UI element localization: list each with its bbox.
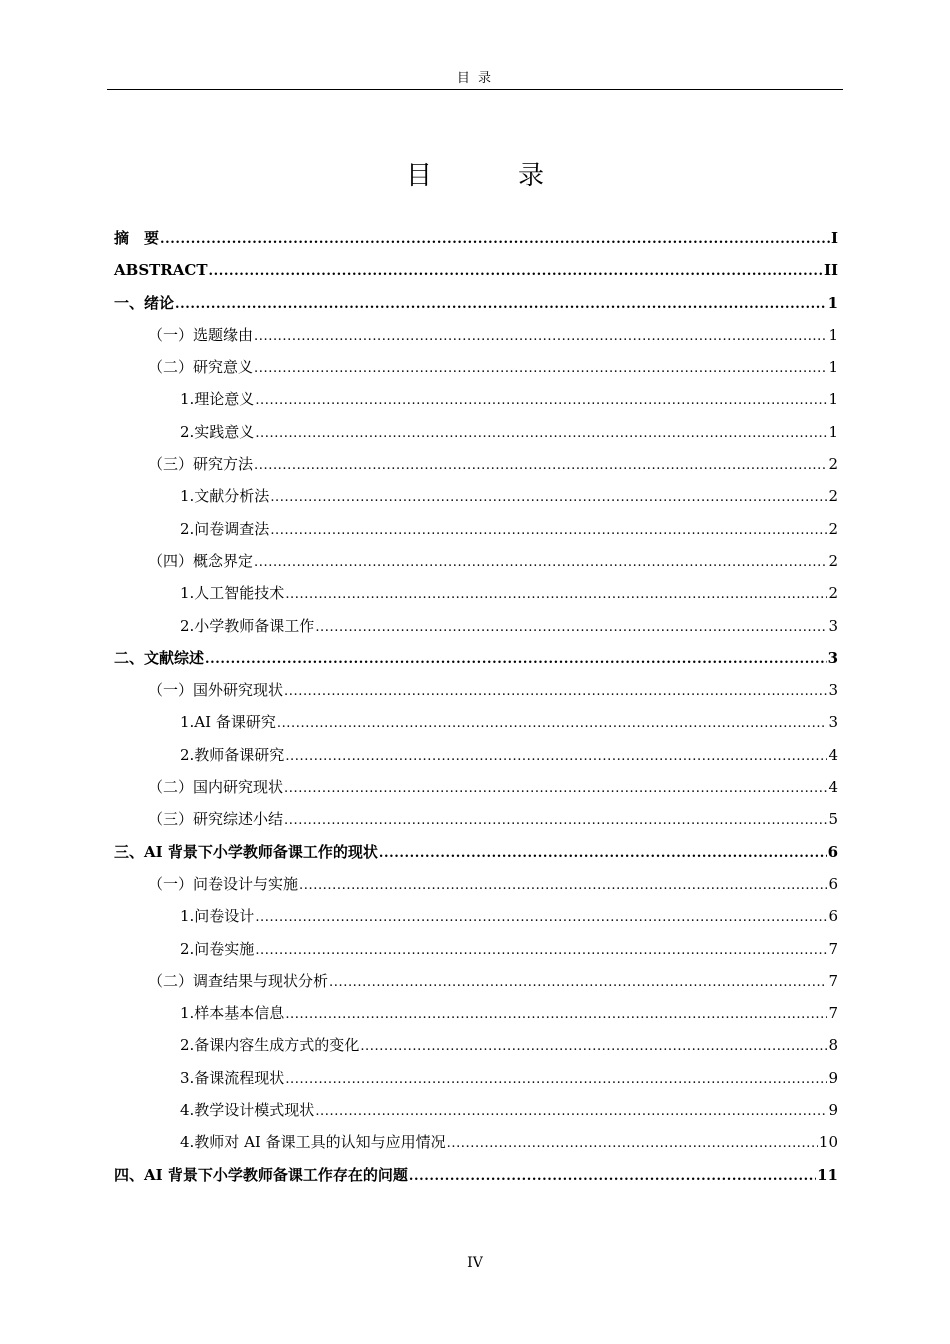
toc-entry[interactable] [114, 513, 838, 545]
toc-entry[interactable] [114, 577, 838, 609]
toc-leader-dots [205, 644, 827, 676]
toc-leader-dots [360, 1031, 827, 1063]
toc-leader-dots [270, 515, 827, 547]
toc-leader-dots [379, 838, 827, 870]
toc-entry-title: 三、AI 背景下小学教师备课工作的现状 [114, 842, 378, 861]
toc-entry-page: 7 [828, 1004, 838, 1023]
toc-leader-dots [255, 935, 827, 967]
toc-entry-page: 10 [818, 1133, 838, 1152]
toc-entry-page: 3 [828, 681, 838, 700]
toc-entry[interactable] [114, 674, 838, 706]
toc-entry-page: 4 [828, 745, 838, 764]
toc-leader-dots [284, 805, 827, 837]
toc-entry[interactable] [114, 222, 838, 254]
toc-leader-dots [315, 1096, 827, 1128]
toc-entry-title: 四、AI 背景下小学教师备课工作存在的问题 [114, 1165, 408, 1184]
toc-entry-page: 2 [828, 519, 838, 538]
toc-entry-page: 2 [828, 487, 838, 506]
toc-entry-title: 2.问卷调查法 [180, 519, 270, 538]
toc-entry[interactable] [114, 319, 838, 351]
toc-entry-page: 2 [828, 551, 838, 570]
toc-entry-page: 3 [827, 648, 838, 667]
toc-entry[interactable] [114, 642, 838, 674]
toc-entry-title: （二）国内研究现状 [148, 778, 284, 797]
page-number: IV [467, 1255, 483, 1271]
toc-entry-title: （三）研究方法 [148, 455, 254, 474]
toc-entry[interactable] [114, 254, 838, 286]
toc-entry-title: 一、绪论 [114, 293, 175, 312]
toc-entry-title: 1.样本基本信息 [180, 1004, 285, 1023]
toc-entry[interactable] [114, 383, 838, 415]
toc-entry-page: 2 [828, 584, 838, 603]
toc-entry-title: 1.理论意义 [180, 390, 255, 409]
toc-entry[interactable] [114, 900, 838, 932]
toc-entry-page: I [830, 229, 838, 247]
toc-leader-dots [285, 579, 827, 611]
toc-entry-title: 2.备课内容生成方式的变化 [180, 1036, 360, 1055]
table-of-contents [114, 222, 838, 1191]
toc-entry-title: 2.实践意义 [180, 422, 255, 441]
toc-entry-page: 6 [827, 842, 838, 861]
toc-leader-dots [409, 1161, 816, 1193]
toc-entry-page: 3 [828, 713, 838, 732]
toc-entry-page: 7 [828, 939, 838, 958]
toc-entry-title: 2.小学教师备课工作 [180, 616, 315, 635]
toc-entry[interactable] [114, 1159, 838, 1191]
toc-entry[interactable] [114, 868, 838, 900]
toc-entry-page: 3 [828, 616, 838, 635]
toc-title: 目 录 [405, 161, 574, 191]
toc-entry[interactable] [114, 448, 838, 480]
toc-leader-dots [254, 450, 827, 482]
toc-entry-page: 1 [828, 422, 838, 441]
header-rule [107, 89, 843, 90]
toc-leader-dots [270, 482, 827, 514]
toc-leader-dots [285, 1064, 827, 1096]
toc-leader-dots [209, 256, 823, 288]
toc-entry-page: 8 [828, 1036, 838, 1055]
toc-entry-title: 1.文献分析法 [180, 487, 270, 506]
toc-leader-dots [255, 902, 827, 934]
toc-entry-page: 11 [817, 1165, 838, 1184]
toc-leader-dots [315, 612, 827, 644]
toc-entry-page: 6 [828, 874, 838, 893]
toc-entry-title: 1.问卷设计 [180, 907, 255, 926]
toc-entry[interactable] [114, 545, 838, 577]
toc-leader-dots [284, 773, 827, 805]
toc-entry-page: 5 [828, 810, 838, 829]
toc-entry-title: 二、文献综述 [114, 648, 205, 667]
toc-leader-dots [175, 289, 827, 321]
toc-leader-dots [254, 547, 827, 579]
toc-entry-title: （四）概念界定 [148, 551, 254, 570]
toc-entry-title: 1.人工智能技术 [180, 584, 285, 603]
toc-entry-page: 1 [828, 325, 838, 344]
toc-entry-page: 9 [828, 1068, 838, 1087]
toc-entry[interactable] [114, 771, 838, 803]
toc-entry[interactable] [114, 836, 838, 868]
toc-entry-title: （三）研究综述小结 [148, 810, 284, 829]
toc-leader-dots [284, 676, 827, 708]
toc-entry-title: （一）问卷设计与实施 [148, 874, 299, 893]
toc-leader-dots [254, 353, 827, 385]
toc-entry[interactable] [114, 739, 838, 771]
toc-entry-page: 4 [828, 778, 838, 797]
toc-entry[interactable] [114, 416, 838, 448]
toc-entry-title: 摘 要 [114, 229, 160, 247]
toc-entry-title: （二）研究意义 [148, 358, 254, 377]
toc-entry-page: 2 [828, 455, 838, 474]
toc-entry[interactable] [114, 965, 838, 997]
toc-entry-page: 1 [828, 358, 838, 377]
toc-leader-dots [285, 999, 827, 1031]
toc-entry-title: （一）国外研究现状 [148, 681, 284, 700]
toc-entry-title: 1.AI 备课研究 [180, 713, 276, 732]
toc-entry[interactable] [114, 803, 838, 835]
toc-entry[interactable] [114, 610, 838, 642]
toc-entry[interactable] [114, 706, 838, 738]
toc-entry-page: II [823, 261, 838, 280]
toc-entry-title: （一）选题缘由 [148, 325, 254, 344]
toc-leader-dots [285, 741, 827, 773]
toc-entry-page: 1 [828, 390, 838, 409]
toc-entry[interactable] [114, 480, 838, 512]
toc-entry-title: 2.问卷实施 [180, 939, 255, 958]
running-header: 目 录 [456, 71, 494, 86]
toc-entry-page: 6 [828, 907, 838, 926]
toc-leader-dots [160, 224, 830, 256]
toc-leader-dots [299, 870, 827, 902]
toc-entry[interactable] [114, 1126, 838, 1158]
toc-leader-dots [277, 708, 828, 740]
toc-entry[interactable] [114, 1062, 838, 1094]
toc-leader-dots [254, 321, 827, 353]
toc-entry-page: 1 [827, 293, 838, 312]
toc-leader-dots [329, 967, 827, 999]
toc-entry[interactable] [114, 997, 838, 1029]
toc-leader-dots [255, 418, 827, 450]
toc-leader-dots [255, 385, 827, 417]
toc-entry-title: 4.教学设计模式现状 [180, 1101, 315, 1120]
toc-entry[interactable] [114, 1094, 838, 1126]
toc-entry-title: 4.教师对 AI 备课工具的认知与应用情况 [180, 1133, 446, 1152]
toc-entry[interactable] [114, 1029, 838, 1061]
toc-entry-title: 2.教师备课研究 [180, 745, 285, 764]
toc-entry-title: （二）调查结果与现状分析 [148, 971, 329, 990]
toc-entry-title: 3.备课流程现状 [180, 1068, 285, 1087]
toc-entry-title: ABSTRACT [114, 261, 208, 280]
toc-entry[interactable] [114, 351, 838, 383]
toc-entry[interactable] [114, 287, 838, 319]
toc-leader-dots [447, 1128, 818, 1160]
toc-entry[interactable] [114, 933, 838, 965]
toc-entry-page: 7 [828, 971, 838, 990]
toc-entry-page: 9 [828, 1101, 838, 1120]
